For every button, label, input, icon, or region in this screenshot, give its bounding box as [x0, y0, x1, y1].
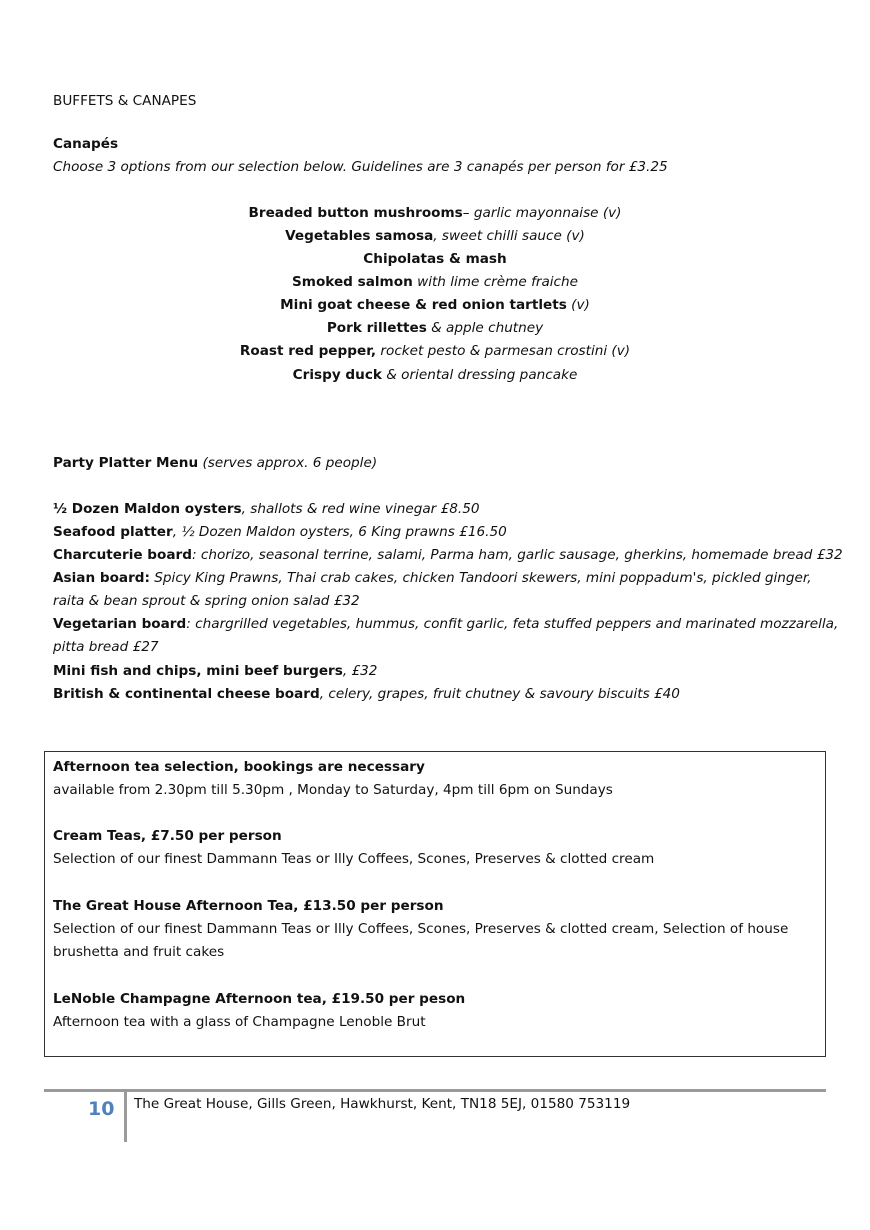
canape-item: [0, 249, 870, 269]
platter-line: [53, 522, 507, 542]
platter-line: [53, 591, 360, 611]
footer-divider: [44, 1089, 826, 1092]
canapes-title: [53, 134, 118, 154]
great-house-tea-title: [53, 896, 444, 916]
canape-item: [0, 341, 870, 361]
platter-item-desc: : chargrilled vegetables, hummus, confit garlic, feta stuffed peppers and marinated mozzarella,: [186, 616, 839, 632]
platter-line: [53, 661, 377, 681]
canape-item-name: Chipolatas & mash: [363, 251, 507, 267]
champagne-tea-title-text: LeNoble Champagne Afternoon tea, £19.50 per peson: [53, 991, 466, 1007]
platter-item-desc: , shallots & red wine vinegar £8.50: [241, 501, 480, 517]
canape-item: [0, 272, 870, 292]
canape-item-desc: , sweet chilli sauce (v): [433, 228, 585, 244]
footer-address: The Great House, Gills Green, Hawkhurst, Kent, TN18 5EJ, 01580 753119: [134, 1096, 631, 1112]
platter-title-text: Party Platter Menu: [53, 455, 199, 471]
canape-item-desc: & apple chutney: [426, 320, 544, 336]
platter-item-name: Seafood platter: [53, 524, 173, 540]
champagne-tea-desc: Afternoon tea with a glass of Champagne Lenoble Brut: [53, 1014, 426, 1030]
canape-item-desc: – garlic mayonnaise (v): [462, 205, 622, 221]
cream-tea-title-text: Cream Teas, £7.50 per person: [53, 828, 282, 844]
canape-item-name: Pork rillettes: [326, 320, 427, 336]
great-house-tea-desc-2: brushetta and fruit cakes: [53, 944, 225, 960]
platter-item-name: Mini fish and chips, mini beef burgers: [53, 663, 343, 679]
platter-line: [53, 637, 159, 657]
page-heading: BUFFETS & CANAPES: [53, 93, 197, 109]
platter-line: [53, 499, 480, 519]
canape-item-name: Breaded button mushrooms: [248, 205, 463, 221]
platter-item-desc: raita & bean sprout & spring onion salad £32: [53, 593, 360, 609]
platter-item-name: Asian board:: [53, 570, 150, 586]
platter-line: [53, 614, 838, 634]
platter-item-desc: , £32: [342, 663, 378, 679]
platter-item-desc: , ½ Dozen Maldon oysters, 6 King prawns £16.50: [172, 524, 507, 540]
page-number: 10: [88, 1098, 115, 1120]
platter-item-name: British & continental cheese board: [53, 686, 320, 702]
canape-item-desc: (v): [566, 297, 590, 313]
canape-item: [0, 318, 870, 338]
canape-item: [0, 365, 870, 385]
canapes-title-text: Canapés: [53, 136, 119, 152]
canape-item-name: Smoked salmon: [291, 274, 413, 290]
great-house-tea-title-text: The Great House Afternoon Tea, £13.50 per person: [53, 898, 444, 914]
canape-item: [0, 226, 870, 246]
cream-tea-desc: Selection of our finest Dammann Teas or Illy Coffees, Scones, Preserves & clotted cream: [53, 851, 655, 867]
platter-item-desc: pitta bread £27: [53, 639, 159, 655]
platter-subtitle: (serves approx. 6 people): [198, 455, 378, 471]
platter-line: [53, 545, 843, 565]
platter-line: [53, 684, 680, 704]
canape-item: [0, 203, 870, 223]
platter-item-name: Charcuterie board: [53, 547, 192, 563]
platter-line: [53, 568, 812, 588]
canapes-intro-text: Choose 3 options from our selection below. Guidelines are 3 canapés per person for £3.25: [53, 159, 668, 175]
platter-item-name: Vegetarian board: [53, 616, 187, 632]
canape-item-desc: with lime crème fraiche: [412, 274, 578, 290]
platter-item-desc: , celery, grapes, fruit chutney & savoury biscuits £40: [319, 686, 680, 702]
cream-tea-title: [53, 826, 282, 846]
tea-title-text: Afternoon tea selection, bookings are necessary: [53, 759, 425, 775]
footer-vertical-divider: [124, 1092, 127, 1142]
canape-item-desc: & oriental dressing pancake: [381, 367, 578, 383]
canape-item-name: Roast red pepper,: [239, 343, 377, 359]
canape-item-name: Crispy duck: [292, 367, 382, 383]
tea-title: [53, 757, 425, 777]
canape-item-name: Mini goat cheese & red onion tartlets: [280, 297, 567, 313]
platter-item-name: ½ Dozen Maldon oysters: [53, 501, 242, 517]
platter-item-desc: : chorizo, seasonal terrine, salami, Parma ham, garlic sausage, gherkins, homemade bread £32: [191, 547, 843, 563]
canape-item-desc: rocket pesto & parmesan crostini (v): [376, 343, 631, 359]
platter-title: [53, 453, 377, 473]
canapes-intro: [53, 157, 668, 177]
canape-item-name: Vegetables samosa: [285, 228, 434, 244]
champagne-tea-title: [53, 989, 465, 1009]
great-house-tea-desc: Selection of our finest Dammann Teas or Illy Coffees, Scones, Preserves & clotted cream, Selection of house: [53, 921, 789, 937]
canape-item: [0, 295, 870, 315]
tea-availability: available from 2.30pm till 5.30pm , Monday to Saturday, 4pm till 6pm on Sundays: [53, 782, 613, 798]
platter-item-desc: Spicy King Prawns, Thai crab cakes, chicken Tandoori skewers, mini poppadum's, pickled ginger,: [149, 570, 812, 586]
